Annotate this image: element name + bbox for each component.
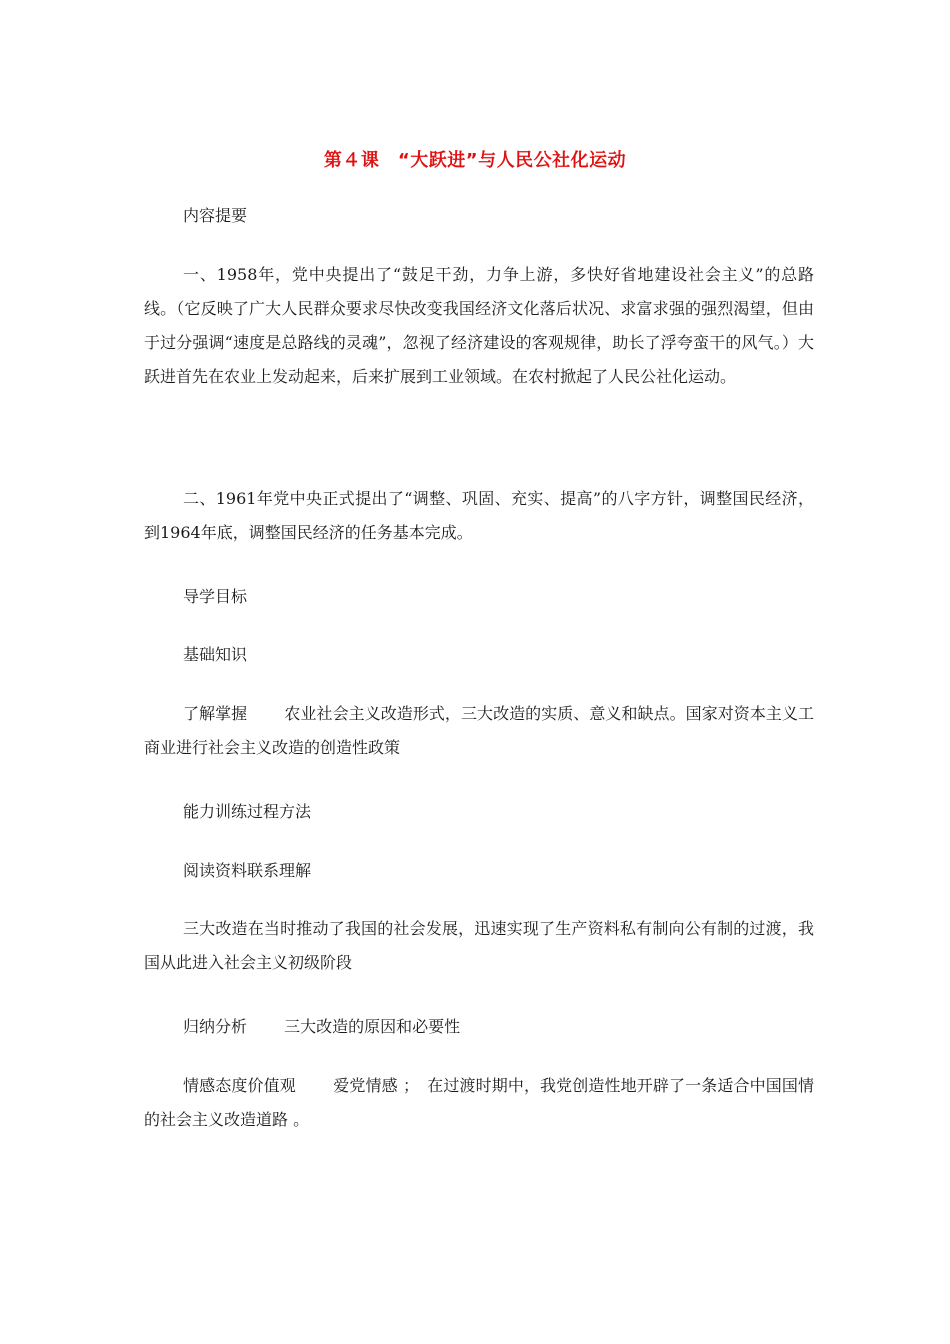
understand-paragraph: 了解掌握 农业社会主义改造形式，三大改造的实质、意义和缺点。国家对资本主义工商业进行社会主义改造的创造性政策 <box>144 704 814 757</box>
basic-knowledge-heading: 基础知识 <box>183 645 248 664</box>
lesson-title: 第４课 “大跃进”与人民公社化运动 <box>323 150 627 171</box>
reading-heading: 阅读资料联系理解 <box>183 861 312 880</box>
summary-paragraph-2: 二、1961年党中央正式提出了“调整、巩固、充实、提高”的八字方针，调整国民经济，到1964年底，调整国民经济的任务基本完成。 <box>144 489 814 542</box>
summary-heading: 内容提要 <box>183 206 248 225</box>
summary-paragraph-1: 一、1958年，党中央提出了“鼓足干劲，力争上游，多快好省地建设社会主义”的总路线。（它反映了广大人民群众要求尽快改变我国经济文化落后状况、求富求强的强烈渴望，但由于过分强调“速度是总路线的灵魂”，忽视了经济建设的客观规律，助长了浮夸蛮干的风气。）大跃进首先在农业上发动起来，后来扩展到工业领域。在农村掀起了人民公社化运动。 <box>144 265 814 386</box>
emotion-paragraph: 情感态度价值观 爱党情感 ； 在过渡时期中，我党创造性地开辟了一条适合中国国情的社会主义改造道路 。 <box>144 1076 814 1129</box>
analysis-line: 归纳分析 三大改造的原因和必要性 <box>183 1017 461 1036</box>
goals-heading: 导学目标 <box>183 587 248 606</box>
three-reforms-paragraph: 三大改造在当时推动了我国的社会发展，迅速实现了生产资料私有制向公有制的过渡，我国从此进入社会主义初级阶段 <box>144 919 814 972</box>
ability-heading: 能力训练过程方法 <box>183 802 312 821</box>
